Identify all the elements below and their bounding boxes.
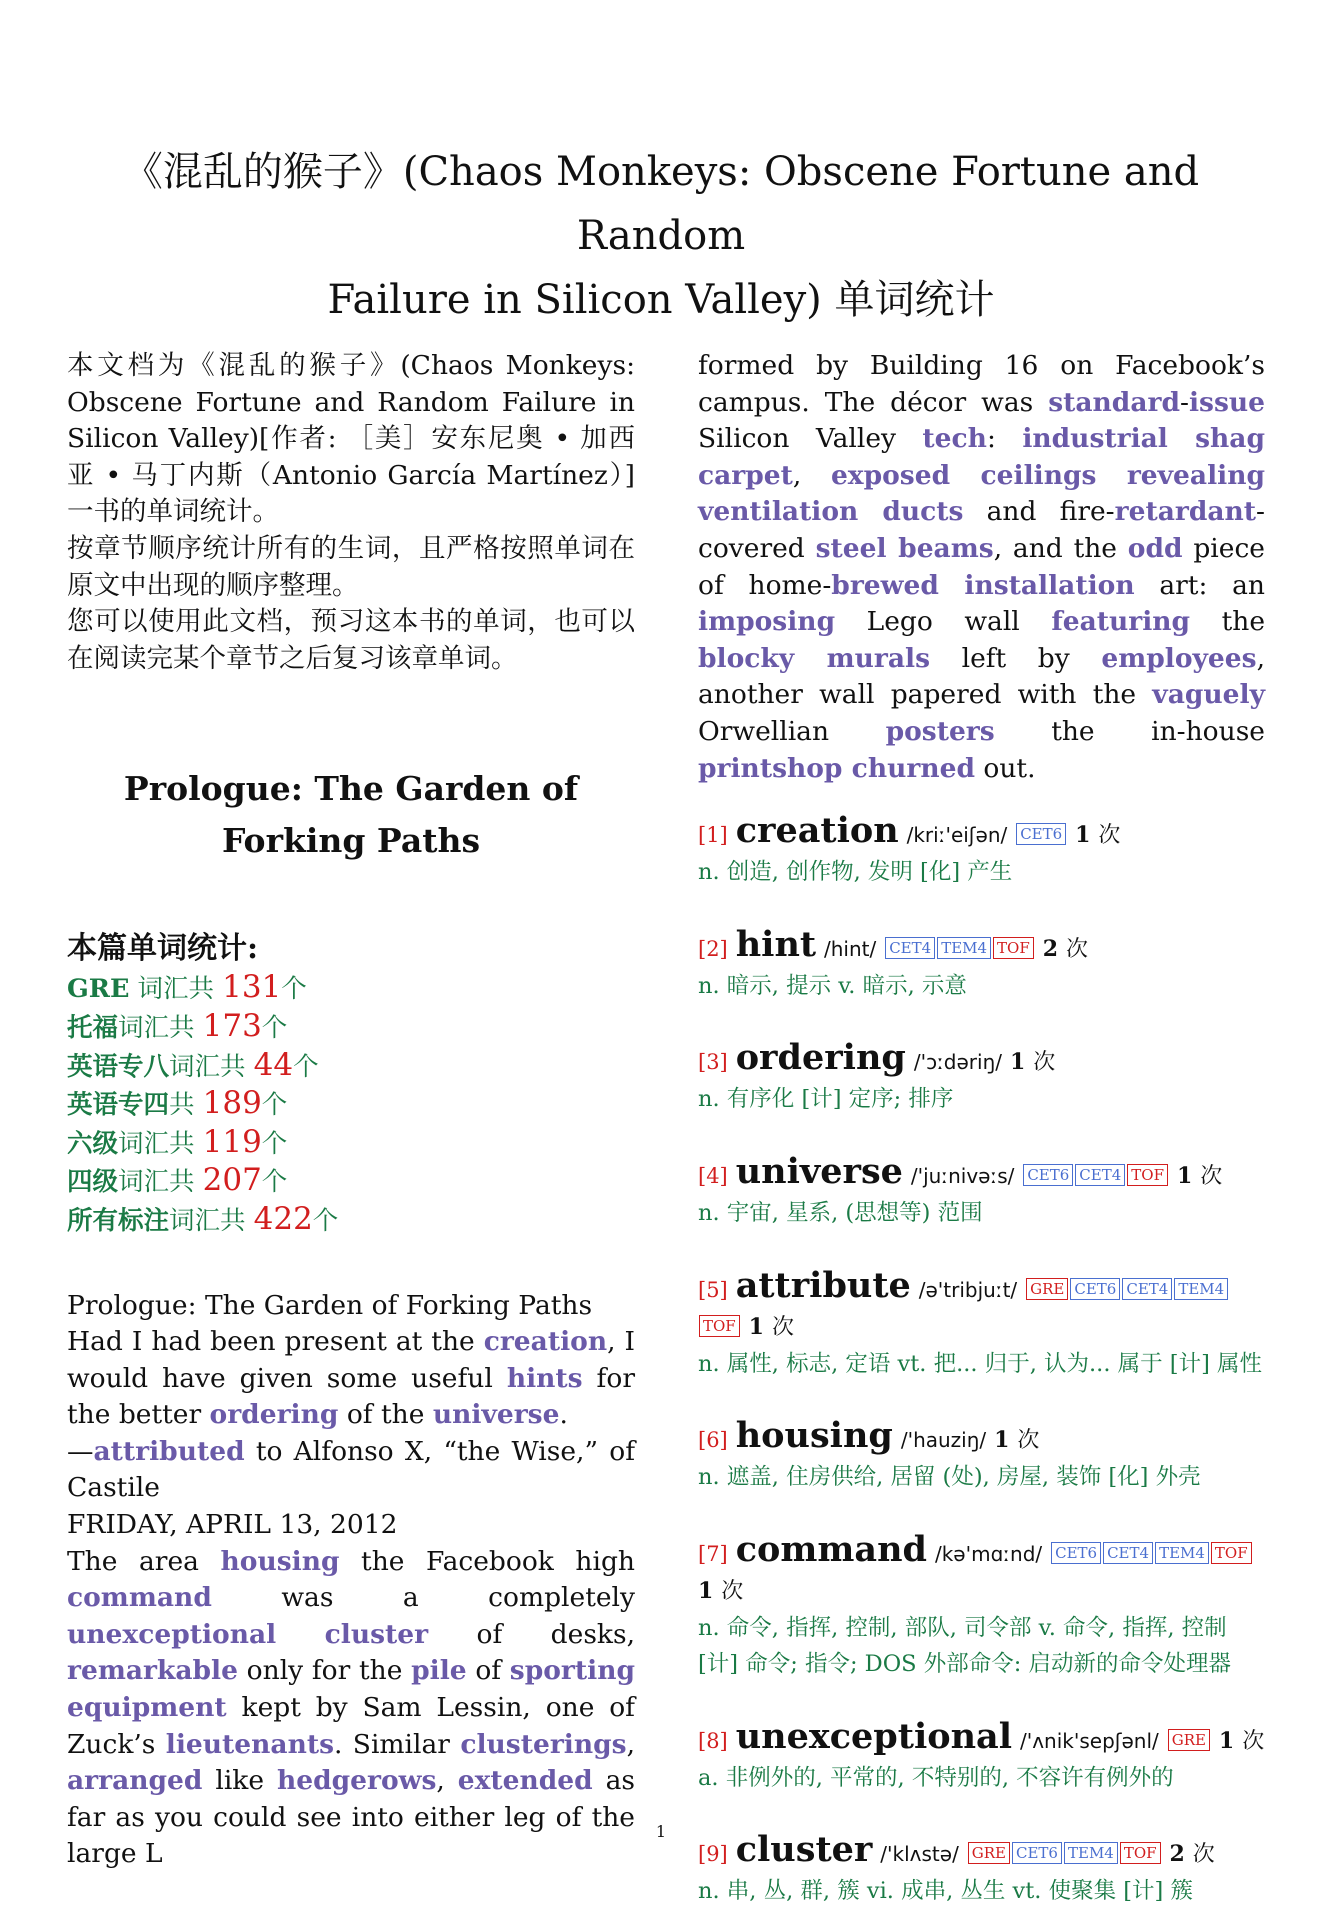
entry-index: [1] bbox=[698, 823, 728, 848]
entry-phonetic: /'ɔːdəriŋ/ bbox=[913, 1050, 1002, 1075]
vocab-highlight: exposed ceilings revealing ventilation ducts bbox=[698, 459, 1265, 528]
intro-paragraph-2: 按章节顺序统计所有的生词，且严格按照单词在原文中出现的顺序整理。 bbox=[67, 532, 635, 601]
passage-text: art: an bbox=[1134, 569, 1265, 601]
stat-row bbox=[67, 1162, 635, 1201]
stats-list bbox=[67, 969, 635, 1239]
exam-tag: TOF bbox=[699, 1315, 740, 1337]
entry-count: 1 bbox=[748, 1313, 764, 1340]
passage-text: piece of home- bbox=[698, 532, 1265, 601]
stat-count: 119 bbox=[202, 1123, 262, 1160]
entry-word: unexceptional bbox=[735, 1715, 1013, 1757]
vocab-highlight: hedgerows bbox=[276, 1765, 437, 1797]
vocab-highlight: housing bbox=[220, 1545, 340, 1577]
passage-text: and fire- bbox=[963, 496, 1115, 528]
vocabulary-list bbox=[698, 810, 1265, 1910]
exam-tag: TOF bbox=[993, 937, 1034, 959]
passage-text bbox=[276, 1619, 324, 1650]
vocab-entry bbox=[698, 1715, 1265, 1797]
entry-index: [6] bbox=[698, 1428, 728, 1453]
vocab-highlight: clusterings bbox=[460, 1728, 627, 1760]
stat-label: GRE bbox=[67, 974, 130, 1005]
entry-index: [4] bbox=[698, 1163, 728, 1188]
entry-phonetic: /kriː'eiʃən/ bbox=[906, 823, 1008, 848]
entry-head bbox=[698, 923, 1265, 968]
stat-mid: 词汇共 bbox=[169, 1051, 254, 1082]
vocab-highlight: printshop churned bbox=[698, 752, 975, 784]
stat-count: 173 bbox=[202, 1007, 262, 1044]
entry-definition: n. 属性, 标志, 定语 vt. 把... 归于, 认为... 属于 [计] 属性 bbox=[698, 1350, 1262, 1377]
stat-row bbox=[67, 1047, 635, 1086]
stat-count: 44 bbox=[253, 1046, 294, 1083]
exam-tag: CET6 bbox=[1012, 1842, 1062, 1864]
vocab-highlight: tech bbox=[922, 423, 987, 455]
entry-count-unit: 次 bbox=[1192, 1842, 1215, 1868]
vocab-highlight: blocky murals bbox=[698, 642, 930, 674]
entry-phonetic: /'hauziŋ/ bbox=[900, 1428, 987, 1453]
vocab-highlight: featuring bbox=[1051, 606, 1191, 638]
entry-index: [5] bbox=[698, 1277, 728, 1302]
entry-count-unit: 次 bbox=[1200, 1163, 1223, 1189]
passage-text: . Similar bbox=[334, 1728, 461, 1760]
vocab-highlight: cluster bbox=[324, 1618, 429, 1650]
exam-tag: CET6 bbox=[1070, 1278, 1120, 1300]
stat-row bbox=[67, 1008, 635, 1047]
stat-mid: 共 bbox=[169, 1090, 203, 1121]
entry-phonetic: /hint/ bbox=[824, 936, 877, 961]
entry-word: command bbox=[735, 1528, 928, 1570]
exam-tag: TOF bbox=[1127, 1164, 1168, 1186]
entry-count-unit: 次 bbox=[1033, 1050, 1056, 1076]
passage-text: as far as you could see into either leg of the large L bbox=[67, 1765, 635, 1870]
vocab-highlight: command bbox=[67, 1582, 212, 1614]
passage-text: FRIDAY, APRIL 13, 2012 bbox=[67, 1509, 398, 1541]
exam-tag: TEM4 bbox=[1064, 1842, 1118, 1864]
entry-index: [8] bbox=[698, 1728, 728, 1753]
passage-text: left by bbox=[930, 642, 1102, 674]
vocab-highlight: issue bbox=[1188, 386, 1265, 418]
passage-text: — bbox=[67, 1435, 94, 1467]
vocab-entry bbox=[698, 1829, 1265, 1910]
entry-definition: n. 创造, 创作物, 发明 [化] 产生 bbox=[698, 859, 1013, 886]
entry-count: 2 bbox=[1042, 935, 1059, 962]
passage-text: kept by Sam Lessin, one of Zuck’s bbox=[67, 1692, 635, 1760]
passage-text: - bbox=[1179, 386, 1189, 418]
entry-index: [3] bbox=[698, 1050, 728, 1075]
passage-text: , bbox=[626, 1728, 635, 1760]
vocab-highlight: arranged bbox=[67, 1765, 203, 1797]
stat-count: 189 bbox=[202, 1085, 262, 1122]
exam-tag: CET4 bbox=[885, 937, 935, 959]
entry-head bbox=[698, 1264, 1265, 1346]
entry-head bbox=[698, 810, 1265, 854]
vocab-highlight: steel beams bbox=[815, 532, 994, 564]
vocab-highlight: imposing bbox=[698, 606, 836, 638]
exam-tag: GRE bbox=[968, 1842, 1010, 1864]
vocab-highlight: universe bbox=[432, 1399, 560, 1431]
vocab-entry bbox=[698, 1150, 1265, 1232]
stat-label: 六级 bbox=[67, 1128, 119, 1159]
page-number: 1 bbox=[655, 1822, 667, 1841]
stat-mid: 词汇共 bbox=[129, 974, 223, 1005]
passage-text: formed by Building 16 on Facebook’s campus. The décor was bbox=[698, 350, 1265, 418]
stat-mid: 词汇共 bbox=[118, 1012, 203, 1043]
entry-word: universe bbox=[735, 1150, 903, 1192]
entry-count: 1 bbox=[994, 1427, 1010, 1454]
passage-text: the bbox=[1190, 606, 1266, 638]
entry-phonetic: /kə'mɑːnd/ bbox=[934, 1541, 1043, 1566]
passage-text: like bbox=[202, 1765, 277, 1797]
entry-word: attribute bbox=[735, 1264, 911, 1306]
stat-row bbox=[67, 969, 635, 1008]
vocab-highlight: posters bbox=[885, 715, 995, 747]
passage-text: . bbox=[559, 1399, 568, 1431]
entry-count-unit: 次 bbox=[1017, 1428, 1040, 1454]
passage-text: Lego wall bbox=[835, 606, 1052, 638]
exam-tag: TEM4 bbox=[937, 937, 991, 959]
passage-text: : bbox=[986, 423, 1023, 455]
vocab-highlight: attributed bbox=[93, 1435, 245, 1467]
stat-unit: 个 bbox=[312, 1205, 339, 1236]
stat-row bbox=[67, 1201, 635, 1240]
passage-text: , and the bbox=[993, 532, 1128, 564]
stat-row bbox=[67, 1085, 635, 1124]
exam-tag: CET6 bbox=[1023, 1164, 1073, 1186]
stat-unit: 个 bbox=[261, 1167, 288, 1198]
passage-text: only for the bbox=[237, 1655, 412, 1687]
exam-tag: TEM4 bbox=[1174, 1278, 1228, 1300]
passage-text: to Alfonso X, “the Wise,” of Castile bbox=[67, 1435, 635, 1504]
entry-definition: n. 有序化 [计] 定序; 排序 bbox=[698, 1086, 954, 1113]
passage-text: Silicon Valley bbox=[698, 423, 923, 455]
entry-count: 1 bbox=[698, 1577, 714, 1604]
exam-tag: TOF bbox=[1120, 1842, 1161, 1864]
stat-unit: 个 bbox=[293, 1051, 319, 1082]
entry-count-unit: 次 bbox=[1098, 823, 1121, 849]
entry-definition: n. 宇宙, 星系, (思想等) 范围 bbox=[698, 1199, 983, 1226]
entry-count-unit: 次 bbox=[1065, 936, 1088, 962]
passage-text: the in-house bbox=[994, 715, 1265, 747]
entry-count-unit: 次 bbox=[721, 1578, 744, 1604]
entry-count: 1 bbox=[1075, 822, 1091, 849]
stats-heading: 本篇单词统计: bbox=[67, 931, 259, 967]
passage-text: The area bbox=[67, 1545, 221, 1577]
entry-head bbox=[698, 1715, 1265, 1760]
stat-mid: 词汇共 bbox=[118, 1128, 203, 1159]
vocab-highlight: employees bbox=[1101, 642, 1257, 674]
entry-phonetic: /ə'tribjuːt/ bbox=[918, 1277, 1018, 1302]
intro-paragraph-1: 本文档为《混乱的猴子》(Chaos Monkeys: Obscene Fortune and Random Failure in Silicon Valley)[作者: ［美］安东尼奥 • 加西亚 • 马丁内斯（Antonio García Martínez）] 一书的单词统计。 bbox=[67, 350, 635, 528]
entry-head bbox=[698, 1150, 1265, 1195]
vocab-highlight: odd bbox=[1127, 532, 1183, 564]
stat-unit: 个 bbox=[281, 974, 307, 1005]
exam-tag: CET6 bbox=[1016, 823, 1066, 845]
chapter-heading bbox=[67, 763, 635, 867]
exam-tag: TEM4 bbox=[1155, 1542, 1209, 1564]
entry-phonetic: /'juːnivəːs/ bbox=[910, 1163, 1015, 1188]
stat-row bbox=[67, 1124, 635, 1163]
passage-text: out. bbox=[974, 752, 1036, 784]
stat-count: 131 bbox=[222, 969, 282, 1006]
passage-text: of bbox=[466, 1655, 510, 1687]
left-column bbox=[67, 348, 635, 1873]
intro-paragraph-3: 您可以使用此文档，预习这本书的单词，也可以在阅读完某个章节之后复习该章单词。 bbox=[67, 606, 635, 674]
vocab-highlight: extended bbox=[457, 1765, 593, 1797]
stat-mid: 词汇共 bbox=[169, 1205, 254, 1236]
entry-count: 2 bbox=[1169, 1841, 1185, 1868]
passage-text: the Facebook high bbox=[339, 1545, 635, 1577]
entry-head bbox=[698, 1528, 1265, 1610]
passage-text: Prologue: The Garden of Forking Paths bbox=[67, 1289, 593, 1321]
passage-text: , bbox=[436, 1765, 458, 1797]
passage-right bbox=[698, 348, 1265, 787]
stat-label: 英语专八 bbox=[67, 1051, 170, 1082]
entry-definition: n. 命令, 指挥, 控制, 部队, 司令部 v. 命令, 指挥, 控制 [计] 命令; 指令; DOS 外部命令: 启动新的命令处理器 bbox=[698, 1614, 1231, 1678]
entry-phonetic: /'klʌstə/ bbox=[880, 1842, 959, 1867]
vocab-entry bbox=[698, 1528, 1265, 1683]
stat-unit: 个 bbox=[261, 1090, 288, 1121]
vocab-entry bbox=[698, 1264, 1265, 1383]
title-line-2: Failure in Silicon Valley) 单词统计 bbox=[327, 277, 995, 323]
stat-mid: 词汇共 bbox=[118, 1167, 203, 1198]
chapter-heading-line-2: Forking Paths bbox=[221, 821, 481, 861]
exam-tag: CET4 bbox=[1103, 1542, 1153, 1564]
entry-index: [9] bbox=[698, 1842, 728, 1867]
passage-text: , another wall papered with the bbox=[698, 642, 1265, 711]
entry-count-unit: 次 bbox=[771, 1314, 794, 1340]
vocab-highlight: ordering bbox=[209, 1399, 339, 1431]
stat-unit: 个 bbox=[261, 1128, 288, 1159]
document-title bbox=[60, 140, 1262, 332]
passage-text: , bbox=[792, 459, 831, 491]
passage-text: -covered bbox=[698, 496, 1265, 564]
exam-tag: CET4 bbox=[1122, 1278, 1172, 1300]
right-column bbox=[698, 348, 1265, 1910]
entry-count: 1 bbox=[1176, 1162, 1193, 1189]
vocab-highlight: sporting equipment bbox=[67, 1655, 635, 1724]
entry-index: [7] bbox=[698, 1541, 728, 1566]
stat-unit: 个 bbox=[261, 1012, 288, 1043]
exam-tag: CET4 bbox=[1075, 1164, 1125, 1186]
passage-left bbox=[67, 1288, 635, 1874]
vocab-highlight: standard bbox=[1048, 386, 1180, 418]
vocab-highlight: brewed installation bbox=[831, 569, 1135, 601]
entry-word: housing bbox=[735, 1415, 893, 1457]
entry-definition: n. 遮盖, 住房供给, 居留 (处), 房屋, 装饰 [化] 外壳 bbox=[698, 1464, 1201, 1491]
vocab-entry bbox=[698, 1037, 1265, 1118]
passage-text: for the better bbox=[67, 1362, 635, 1431]
entry-head bbox=[698, 1037, 1265, 1081]
passage-text: , I would have given some useful bbox=[67, 1326, 635, 1394]
stat-count: 207 bbox=[202, 1162, 262, 1199]
entry-definition: n. 串, 丛, 群, 簇 vi. 成串, 丛生 vt. 使聚集 [计] 簇 bbox=[698, 1878, 1193, 1905]
stat-label: 四级 bbox=[67, 1167, 119, 1198]
entry-definition: n. 暗示, 提示 v. 暗示, 示意 bbox=[698, 972, 967, 999]
passage-text: of desks, bbox=[428, 1618, 635, 1650]
passage-text: of the bbox=[338, 1399, 433, 1431]
entry-index: [2] bbox=[698, 936, 728, 961]
exam-tag: GRE bbox=[1168, 1729, 1210, 1751]
entry-count-unit: 次 bbox=[1242, 1728, 1265, 1754]
stat-label: 托福 bbox=[67, 1012, 119, 1043]
exam-tag: CET6 bbox=[1051, 1542, 1101, 1564]
entry-phonetic: /'ʌnik'sepʃənl/ bbox=[1019, 1728, 1159, 1753]
exam-tag: TOF bbox=[1211, 1542, 1252, 1564]
vocab-highlight: hints bbox=[506, 1362, 583, 1394]
vocab-highlight: industrial shag carpet bbox=[698, 423, 1265, 491]
entry-word: hint bbox=[735, 923, 817, 965]
entry-count: 1 bbox=[1218, 1727, 1235, 1754]
vocab-highlight: pile bbox=[411, 1655, 467, 1687]
stat-count: 422 bbox=[253, 1200, 313, 1237]
stat-label: 所有标注 bbox=[67, 1205, 170, 1236]
vocab-highlight: remarkable bbox=[67, 1655, 238, 1687]
vocab-entry bbox=[698, 810, 1265, 891]
entry-word: ordering bbox=[735, 1037, 906, 1079]
entry-definition: a. 非例外的, 平常的, 不特别的, 不容许有例外的 bbox=[698, 1764, 1174, 1791]
entry-head bbox=[698, 1415, 1265, 1459]
vocab-highlight: vaguely bbox=[1152, 679, 1265, 711]
stat-label: 英语专四 bbox=[67, 1090, 170, 1121]
vocab-highlight: creation bbox=[483, 1326, 608, 1358]
passage-text: Had I had been present at the bbox=[67, 1326, 484, 1358]
passage-text: was a completely bbox=[211, 1582, 635, 1614]
passage-text: Orwellian bbox=[698, 715, 886, 747]
vocab-highlight: lieutenants bbox=[165, 1728, 334, 1760]
entry-count: 1 bbox=[1009, 1049, 1026, 1076]
vocab-entry bbox=[698, 923, 1265, 1005]
entry-word: creation bbox=[735, 810, 899, 852]
chapter-heading-line-1: Prologue: The Garden of bbox=[123, 769, 579, 809]
title-line-1: 《混乱的猴子》(Chaos Monkeys: Obscene Fortune and Random bbox=[122, 149, 1200, 259]
vocab-highlight: unexceptional bbox=[67, 1618, 277, 1650]
vocab-highlight: retardant bbox=[1114, 496, 1257, 528]
exam-tag: GRE bbox=[1026, 1278, 1068, 1300]
entry-word: cluster bbox=[735, 1829, 873, 1871]
vocab-entry bbox=[698, 1415, 1265, 1496]
